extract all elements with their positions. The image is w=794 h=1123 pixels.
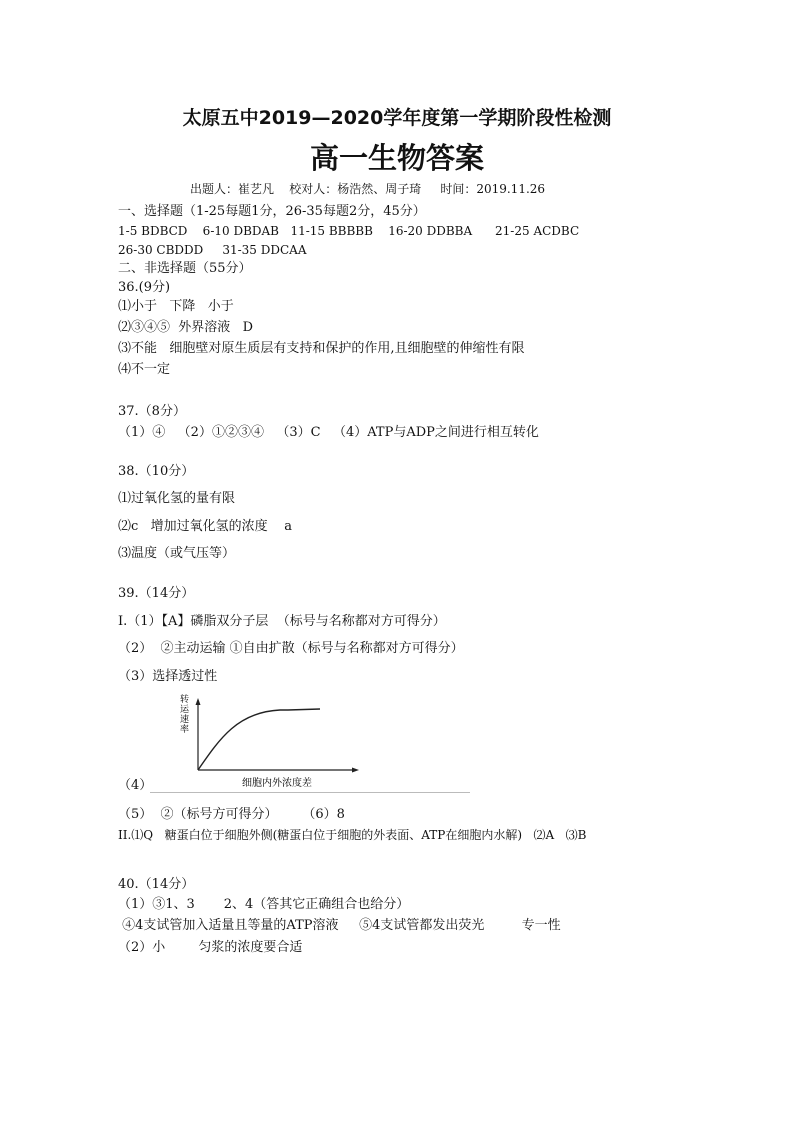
q40-title: 40.（14分） (118, 877, 195, 892)
answers-row-2: 26-30 CBDDD 31-35 DDCAA (118, 243, 307, 257)
q40-answer-2: ④4支试管加入适量且等量的ATP溶液 ⑤4支试管都发出荧光 专一性 (118, 918, 561, 933)
graph-ylabel-char-4: 率 (180, 725, 190, 735)
page-title: 太原五中2019—2020学年度第一学期阶段性检测 (182, 107, 612, 129)
q39-answer-4-label: （4） (118, 778, 153, 793)
q38-answer-3: ⑶温度（或气压等） (118, 546, 236, 561)
q40-answer-1: （1）③1、3 2、4（答其它正确组合也给分） (118, 897, 410, 912)
graph-xlabel: 细胞内外浓度差 (242, 778, 312, 789)
q36-answer-3: ⑶不能 细胞壁对原生质层有支持和保护的作用,且细胞壁的伸缩性有限 (118, 341, 525, 356)
q40-answer-3: （2）小 匀浆的浓度要合适 (118, 940, 303, 955)
q36-answer-2: ⑵③④⑤ 外界溶液 D (118, 320, 254, 335)
graph-x-arrow (352, 768, 359, 773)
section2-heading: 二、非选择题（55分） (118, 261, 252, 276)
q36-answer-1: ⑴小于 下降 小于 (118, 299, 234, 314)
graph-ylabel-char-2: 运 (180, 705, 190, 715)
page-subtitle: 高一生物答案 (309, 141, 484, 175)
q36-title: 36.(9分) (118, 280, 171, 295)
graph-ylabel-char-3: 速 (180, 715, 190, 725)
graph-y-arrow (196, 698, 201, 705)
q38-answer-1: ⑴过氧化氢的量有限 (118, 491, 236, 506)
q37-title: 37.（8分） (118, 404, 186, 419)
q37-answer-1: （1）④ （2）①②③④ （3）C （4）ATP与ADP之间进行相互转化 (118, 425, 539, 440)
q38-answer-2: ⑵c 增加过氧化氢的浓度 a (118, 519, 292, 534)
q39-answer-1: Ⅰ.（1）【A】磷脂双分子层 （标号与名称都对方可得分） (118, 614, 446, 629)
section1-heading: 一、选择题（1-25每题1分，26-35每题2分，45分） (118, 204, 426, 219)
q39-part2: II.⑴Q 糖蛋白位于细胞外侧(糖蛋白位于细胞的外表面、ATP在细胞内水解) ⑵A ⑶B (118, 828, 587, 842)
graph-baseline-rule (150, 792, 470, 793)
graph-curve (198, 709, 320, 770)
q38-title: 38.（10分） (118, 464, 195, 479)
q39-answer-3: （3）选择透过性 (118, 669, 218, 684)
transport-rate-graph (170, 690, 370, 794)
q39-answer-2: （2） ②主动运输 ①自由扩散（标号与名称都对方可得分） (118, 641, 464, 656)
q39-answer-5: （5） ②（标号方可得分） （6）8 (118, 807, 345, 822)
author-line: 出题人：崔艺凡 校对人：杨浩然、周子琦 时间：2019.11.26 (190, 182, 546, 196)
q39-title: 39.（14分） (118, 586, 195, 601)
answers-row-1: 1-5 BDBCD 6-10 DBDAB 11-15 BBBBB 16-20 DDBBA 21-25 ACDBC (118, 224, 580, 238)
q36-answer-4: ⑷不一定 (118, 362, 171, 377)
graph-ylabel-char-1: 转 (180, 695, 190, 705)
